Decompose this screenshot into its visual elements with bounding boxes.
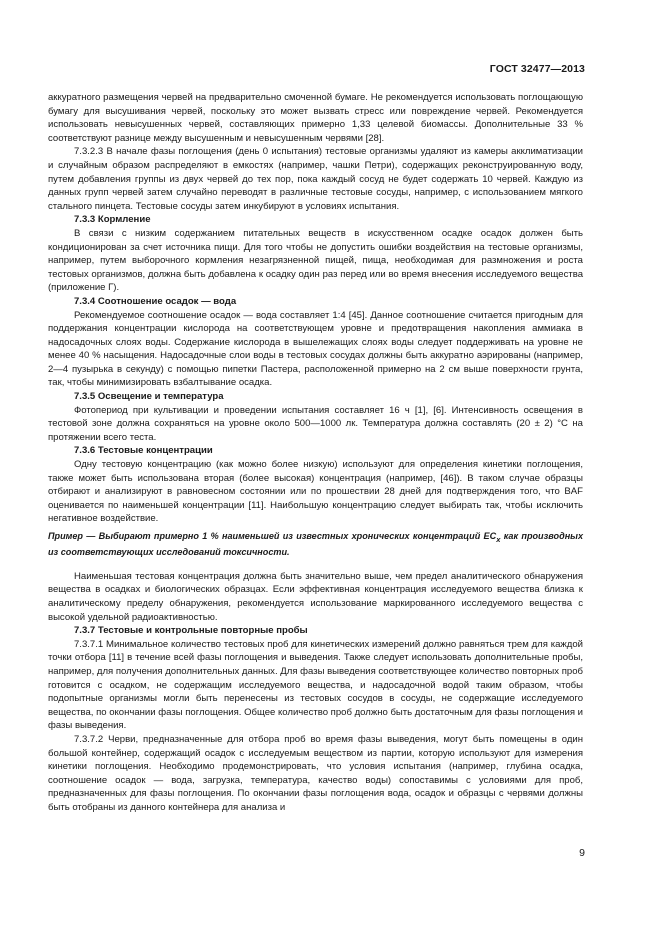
paragraph-7-3-6: Одну тестовую концентрацию (как можно более низкую) используют для определения кинетики поглощения, также может быть использована вторая (более высокая) концентрация (например, [46]). В таком случае образцы отбирают и анализируют в равновесном состоянии или по прошествии 28 дней для подтверждения того, что BAF оценивается по наименьшей концентрации [11]. Наибольшую концентрацию следует выбирать так, чтобы исключить негативное воздействие. bbox=[48, 459, 583, 525]
paragraph-7-3-6-detection: Наименьшая тестовая концентрация должна быть значительно выше, чем предел аналитического обнаружения вещества в осадках и биологических образцах. Если эффективная концентрация исследуемого вещества близка к аналитическому пределу обнаружения, рекомендуется использование маркированного исследуемого вещества с высокой удельной радиоактивностью. bbox=[48, 570, 583, 623]
paragraph-7-3-7-1: 7.3.7.1 Минимальное количество тестовых проб для кинетических измерений должно равняться трем для каждой точки отбора [11] в течение всей фазы поглощения и выведения. Также следует использовать дополнительные пробы, например, для получения дополнительных данных. Для фазы выведения соответствующее количество повторных проб готовится с осадком, не содержащим исследуемого вещества, и надосадочной водой таким образом, чтобы подопытные организмы могли быть перенесены из тестовых сосудов в сосуды, не содержащие исследуемого вещества, по окончании фазы поглощения. Общее количество проб должно быть достаточным для фазы поглощения и фазы выведения. bbox=[48, 638, 583, 732]
heading-7-3-3: 7.3.3 Кормление bbox=[74, 214, 151, 226]
heading-7-3-4: 7.3.4 Соотношение осадок — вода bbox=[74, 295, 237, 307]
heading-7-3-5: 7.3.5 Освещение и температура bbox=[74, 391, 224, 403]
heading-7-3-7: 7.3.7 Тестовые и контрольные повторные пробы bbox=[74, 625, 308, 637]
heading-7-3-6: 7.3.6 Тестовые концентрации bbox=[74, 445, 213, 457]
paragraph-intro: аккуратного размещения червей на предварительно смоченной бумаге. Не рекомендуется использовать поглощающую бумагу для высушивания червей, поскольку это может вызвать стресс или повреждение червей. Рекомендуется использовать невысушенных червей, составляющих примерно 1,33 целевой биомассы. Дополнительные 33 % соответствуют разнице между высушенным и невысушенным червями [28]. bbox=[48, 92, 583, 144]
example-note-subscript: x bbox=[496, 534, 501, 544]
example-note bbox=[48, 530, 583, 559]
paragraph-7-3-4: Рекомендуемое соотношение осадок — вода составляет 1:4 [45]. Данное соотношение считается пригодным для поддержания концентрации кислорода на соответствующем уровне и предотвращения накопления аммиака в надосадочных слоях воды. Содержание кислорода в вышележащих слоях воды следует поддерживать на уровне не менее 40 % насыщения. Надосадочные слои воды в тестовых сосудах должны быть аккуратно аэрированы (например, 2—4 пузырька в секунду) с помощью пипетки Пастера, расположенной примерно на 2 см выше поверхности грунта, так, чтобы минимизировать взбалтывание осадка. bbox=[48, 309, 583, 389]
paragraph-7-3-7-2: 7.3.7.2 Черви, предназначенные для отбора проб во время фазы выведения, могут быть помещены в один большой контейнер, содержащий осадок с исследуемым веществом из партии, которую используют для измерения кинетики поглощения. Необходимо продемонстрировать, что условия испытания (например, глубина осадка, соотношение осадок — вода, загрузка, температура, качество воды) сопоставимы с условиями для проб, предназначенных для фазы поглощения. По окончании фазы поглощения вода, осадок и образцы с червями должны быть отобраны из данного контейнера для анализа и bbox=[48, 733, 583, 813]
paragraph-7-3-3: В связи с низким содержанием питательных веществ в искусственном осадке осадок должен быть кондиционирован за счет источника пищи. Для того чтобы не допустить ошибки воздействия на тестовые организмы, например, путем выборочного кормления незагрязненной пищей, пища, необходимая для размножения и роста тестовых организмов, должна быть добавлена к осадку один раз перед или во время внесения исследуемого вещества (приложение Г). bbox=[48, 227, 583, 294]
example-note-suffix: как производных из соответствующих исследований токсичности. bbox=[48, 531, 584, 558]
page-number: 9 bbox=[579, 847, 585, 859]
document-body bbox=[48, 91, 583, 815]
example-note-prefix: Пример — Выбирают примерно 1 % наименьшей из известных хронических концентраций EC bbox=[48, 531, 497, 541]
paragraph-7-3-2-3: 7.3.2.3 В начале фазы поглощения (день 0 испытания) тестовые организмы удаляют из камеры акклиматизации и случайным образом распределяют в емкостях (например, чашки Петри), содержащих реконструированную воду, путем добавления группы из двух червей до тех пор, пока каждый сосуд не будет содержать 10 червей. Каждую из данных групп червей затем случайно переводят в различные тестовые сосуды, например, с использованием мягкого стального пинцета. Тестовые сосуды затем инкубируют в условиях испытания. bbox=[48, 146, 583, 212]
paragraph-7-3-5: Фотопериод при культивации и проведении испытания составляет 16 ч [1], [6]. Интенсивность освещения в тестовой зоне должна сохраняться на уровне около 500—1000 лк. Температура должна составлять (20 ± 2) °С на протяжении всего теста. bbox=[48, 404, 583, 443]
document-header-standard: ГОСТ 32477—2013 bbox=[489, 63, 585, 75]
